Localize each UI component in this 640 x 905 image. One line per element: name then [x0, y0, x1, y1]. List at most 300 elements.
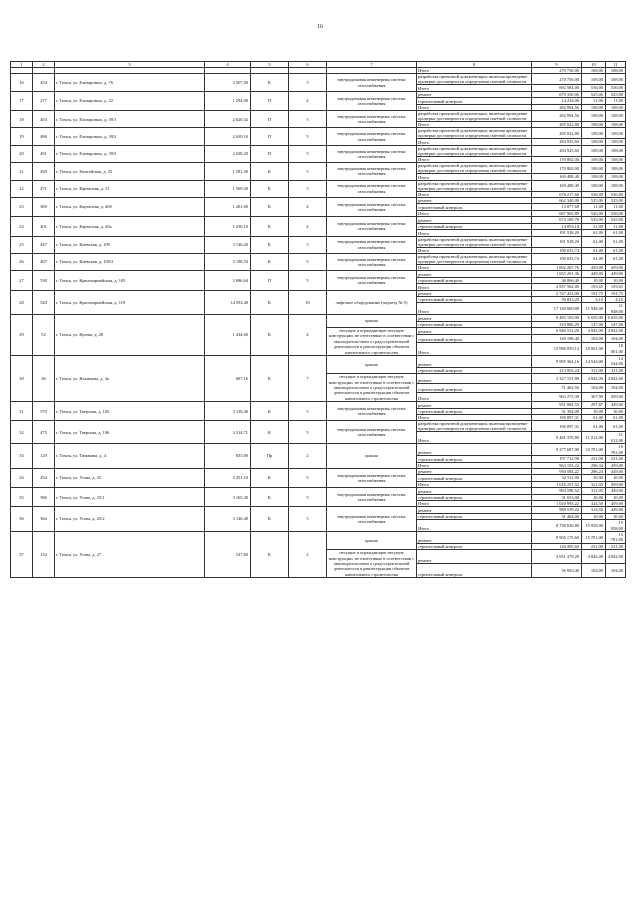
line-unit-cost: 297,87 — [582, 402, 606, 408]
line-unit-cost: 108,00 — [582, 145, 606, 156]
line-unit-cost: 18 001,00 — [582, 342, 606, 355]
line-unit-cost: 10,00 — [582, 513, 606, 519]
line-unit-limit: 61,00 — [606, 247, 626, 253]
work-type: внутридомовая инженерная система газоснабжения — [327, 468, 417, 487]
wall-type: К — [251, 402, 289, 421]
line-unit-limit: 11,00 — [606, 204, 626, 210]
line-unit-cost: 108,00 — [582, 122, 606, 128]
line-unit-limit: 459,00 — [606, 264, 626, 270]
line-label: строительный контроль — [417, 277, 532, 283]
house-id: 491 — [33, 145, 55, 162]
line-label: Итого — [417, 342, 532, 355]
line-total-cost: 17 140 600,80 — [532, 303, 582, 315]
line-total-cost: 15 096 059,14 — [532, 342, 582, 355]
line-unit-limit: 459,00 — [606, 462, 626, 468]
line-unit-limit: 459,00 — [606, 481, 626, 487]
line-unit-cost: 449,00 — [582, 271, 606, 277]
line-unit-cost: 231,00 — [582, 543, 606, 549]
work-type: несущие и ограждающие несущие конструкции, не отнесенные в соответствии с законодательством о градостроительной деятельности к реконструкции объектов капитального строительства — [327, 550, 417, 578]
line-total-cost: 1 655 201,36 — [532, 271, 582, 277]
line-unit-cost: 104,00 — [582, 335, 606, 342]
wall-type: П — [251, 271, 289, 290]
floor-count: 2 — [289, 444, 327, 469]
line-unit-limit: 108,00 — [606, 122, 626, 128]
house-area: 3 251,10 — [205, 468, 251, 487]
row-number: 19 — [11, 128, 33, 145]
line-unit-limit: 108,00 — [606, 111, 626, 122]
work-type: внутридомовая инженерная система газоснабжения — [327, 271, 417, 290]
line-unit-cost: 11,00 — [582, 204, 606, 210]
line-unit-limit: 4,10 — [606, 296, 626, 302]
line-unit-cost: 108,00 — [582, 111, 606, 122]
floor-count: 4 — [289, 91, 327, 110]
line-unit-cost: 11 012,00 — [582, 432, 606, 444]
floor-count: 5 — [289, 111, 327, 128]
floor-count: 5 — [289, 163, 327, 180]
line-label: Итого — [417, 303, 532, 315]
line-total-cost: 196 097,31 — [532, 415, 582, 421]
line-unit-limit: 61,00 — [606, 415, 626, 421]
line-unit-cost: 535,00 — [582, 217, 606, 223]
house-area: 1 434,60 — [205, 315, 251, 356]
house-id: 454 — [33, 468, 55, 487]
line-label: строительный контроль — [417, 383, 532, 392]
floor-count: 10 — [289, 290, 327, 315]
line-unit-cost: 61,00 — [582, 415, 606, 421]
line-unit-limit: 15 781,00 — [606, 531, 626, 543]
line-label: строительный контроль — [417, 367, 532, 373]
line-label: ремонт — [417, 444, 532, 456]
line-total-cost: 963 275,39 — [532, 392, 582, 401]
line-unit-limit: 10,00 — [606, 494, 626, 500]
house-address: г. Томск, ул. Нахимова, д. 4а — [55, 356, 205, 402]
line-unit-limit: 536,00 — [606, 210, 626, 216]
line-total-cost: 56 950,40 — [532, 564, 582, 578]
wall-type: К — [251, 163, 289, 180]
work-type: внутридомовая инженерная система газоснабжения — [327, 198, 417, 217]
wall-type: Пр — [251, 444, 289, 469]
line-total-cost: 3 327 151,88 — [532, 374, 582, 383]
line-total-cost: 36 866,40 — [532, 277, 582, 283]
col-num: 9 — [532, 62, 582, 68]
house-address: г. Томск, ул. Картасная, д. 31 — [55, 180, 205, 197]
floor-count: 5 — [289, 74, 327, 91]
line-unit-limit: 108,00 — [606, 139, 626, 145]
work-type: крыша — [327, 356, 417, 374]
line-unit-limit: 11 012,00 — [606, 432, 626, 444]
line-unit-limit: 108,00 — [606, 128, 626, 139]
line-label: ремонт — [417, 488, 532, 494]
line-unit-limit: 231,00 — [606, 543, 626, 549]
house-area: 1 581,50 — [205, 163, 251, 180]
house-area: 2 639,10 — [205, 128, 251, 145]
line-total-cost: 170 802,00 — [532, 156, 582, 162]
line-unit-cost: 104,00 — [582, 383, 606, 392]
wall-type: К — [251, 531, 289, 577]
line-total-cost: 2 837 562,00 — [532, 284, 582, 290]
table-row — [11, 421, 626, 432]
floor-count: 5 — [289, 488, 327, 507]
line-unit-cost: 314,50 — [582, 507, 606, 513]
house-address: г. Томск, ул. Тверская, д. 106 — [55, 421, 205, 444]
wall-type: К — [251, 198, 289, 217]
house-id: 454 — [33, 74, 55, 91]
col-num: 1 — [11, 62, 33, 68]
wall-type: К — [251, 180, 289, 197]
table-body — [11, 62, 626, 578]
house-id: 475 — [33, 421, 55, 444]
floor-count: 2 — [289, 531, 327, 577]
line-label: Итого — [417, 191, 532, 197]
line-unit-limit: 61,00 — [606, 236, 626, 247]
line-unit-cost: 61,00 — [582, 247, 606, 253]
line-label: Итого — [417, 520, 532, 532]
line-unit-cost: 10,00 — [582, 475, 606, 481]
line-total-cost: 59 833,20 — [532, 296, 582, 302]
row-number: 30 — [11, 356, 33, 402]
line-unit-cost: 108,00 — [582, 163, 606, 174]
wall-type: К — [251, 315, 289, 356]
line-unit-cost: 4 842,00 — [582, 550, 606, 564]
line-unit-limit: 15 958,00 — [606, 520, 626, 532]
line-unit-limit: 108,00 — [606, 68, 626, 74]
line-unit-limit: 449,00 — [606, 488, 626, 494]
line-unit-limit: 104,00 — [606, 564, 626, 578]
line-total-cost: 282 994,56 — [532, 104, 582, 110]
line-unit-limit: 449,00 — [606, 507, 626, 513]
col-num: 2 — [33, 62, 55, 68]
line-label: ремонт — [417, 271, 532, 277]
house-id: 487 — [33, 253, 55, 270]
house-address: г. Томск, ул. Тимакова, д. 4 — [55, 444, 205, 469]
wall-type: П — [251, 91, 289, 110]
row-number: 33 — [11, 444, 33, 469]
house-id: 369 — [33, 198, 55, 217]
house-id: 52 — [33, 315, 55, 356]
work-type: внутридомовая инженерная система газоснабжения — [327, 128, 417, 145]
line-total-cost: 126 495,60 — [532, 543, 582, 549]
line-total-cost: 190 633,74 — [532, 253, 582, 264]
line-label: ремонт — [417, 356, 532, 368]
line-label: Итого — [417, 415, 532, 421]
work-type: внутридомовая инженерная система газоснабжения — [327, 507, 417, 532]
house-id: 486 — [33, 128, 55, 145]
line-label: ремонт — [417, 198, 532, 204]
line-unit-cost: 11 948,00 — [582, 303, 606, 315]
work-type: внутридомовая инженерная система газоснабжения — [327, 163, 417, 180]
house-address: г. Томск, ул. Усова, д. 25 — [55, 468, 205, 487]
table-row — [11, 531, 626, 543]
line-unit-limit: 459,00 — [606, 392, 626, 401]
work-type: внутридомовая инженерная система газоснабжения — [327, 253, 417, 270]
line-label: разработка проектной документации, включая проведение проверки достоверности определения сметной стоимости — [417, 74, 532, 85]
line-label: Итого — [417, 462, 532, 468]
col-num: 11 — [606, 62, 626, 68]
col-num: 8 — [417, 62, 532, 68]
house-address: г. Томск, ул. Киевская, д. 109 — [55, 236, 205, 253]
line-label: строительный контроль — [417, 408, 532, 414]
line-total-cost: 930 584,22 — [532, 468, 582, 474]
house-area: 3 146,40 — [205, 507, 251, 532]
line-unit-cost: 14 544,00 — [582, 356, 606, 368]
line-unit-cost: 15 958,00 — [582, 520, 606, 532]
line-label: строительный контроль — [417, 456, 532, 462]
floor-count: 5 — [289, 253, 327, 270]
line-unit-limit: 18 001,00 — [606, 342, 626, 355]
line-unit-cost: 108,00 — [582, 128, 606, 139]
row-number: 26 — [11, 253, 33, 270]
line-unit-cost: 61,00 — [582, 230, 606, 236]
line-label: разработка проектной документации, включая проведение проверки достоверности определения сметной стоимости — [417, 253, 532, 264]
line-unit-cost: 108,00 — [582, 74, 606, 85]
line-unit-cost: 108,00 — [582, 139, 606, 145]
repair-program-table — [10, 61, 626, 578]
house-area: 2 620,32 — [205, 111, 251, 128]
col-num: 6 — [289, 62, 327, 68]
col-num: 10 — [582, 62, 606, 68]
table-row — [11, 128, 626, 139]
line-total-cost: 1 692 267,76 — [532, 264, 582, 270]
line-total-cost: 270 756,00 — [532, 68, 582, 74]
house-id: 36 — [33, 356, 55, 402]
house-id: 490 — [33, 163, 55, 180]
line-unit-cost: 536,00 — [582, 191, 606, 197]
house-address: г. Томск, ул. Киевская, д. 109/2 — [55, 253, 205, 270]
line-label: строительный контроль — [417, 475, 532, 481]
house-area: 1 250,10 — [205, 217, 251, 236]
line-label: ремонт — [417, 374, 532, 383]
line-unit-limit: 108,00 — [606, 180, 626, 191]
line-total-cost: 9 485 103,00 — [532, 315, 582, 321]
wall-type: П — [251, 145, 289, 162]
line-unit-cost: 11,00 — [582, 223, 606, 229]
line-unit-limit: 10 781,00 — [606, 444, 626, 456]
line-total-cost: 191 918,20 — [532, 230, 582, 236]
line-unit-limit: 191,75 — [606, 290, 626, 296]
line-label: Итого — [417, 104, 532, 110]
line-unit-cost: 10,00 — [582, 494, 606, 500]
line-label: Итого — [417, 68, 532, 74]
house-address: г. Томск, ул. Красноармейская, д. 105 — [55, 271, 205, 290]
line-label: Итого — [417, 247, 532, 253]
work-type: несущие и ограждающие несущие конструкции, не отнесенные в соответствии с законодательством о градостроительной деятельности к реконструкции объектов капитального строительства — [327, 374, 417, 402]
line-unit-cost: 108,00 — [582, 180, 606, 191]
wall-type: К — [251, 468, 289, 487]
house-id: 530 — [33, 271, 55, 290]
table-row — [11, 163, 626, 174]
line-label: строительный контроль — [417, 223, 532, 229]
line-unit-limit: 11 948,00 — [606, 303, 626, 315]
line-unit-limit: 10,00 — [606, 513, 626, 519]
line-total-cost: 270 756,00 — [532, 74, 582, 85]
house-area: 3 214,71 — [205, 421, 251, 444]
line-unit-limit: 11,00 — [606, 223, 626, 229]
wall-type: К — [251, 253, 289, 270]
table-row — [11, 74, 626, 85]
line-total-cost: 8 758 630,80 — [532, 520, 582, 532]
line-unit-limit: 10,00 — [606, 408, 626, 414]
line-total-cost: 149 198,40 — [532, 335, 582, 342]
line-unit-limit: 14 544,00 — [606, 356, 626, 368]
line-total-cost: 169 488,40 — [532, 174, 582, 180]
line-total-cost: 14 853,10 — [532, 223, 582, 229]
line-label: Итого — [417, 481, 532, 487]
house-address: г. Томск, ул. Елизаровых, д. 76 — [55, 74, 205, 91]
house-address: г. Томск, ул. Енисейская, д. 25 — [55, 163, 205, 180]
line-unit-cost: 104,00 — [582, 564, 606, 578]
line-total-cost: 676 217,60 — [532, 191, 582, 197]
line-unit-cost: 10,00 — [582, 408, 606, 414]
line-total-cost: 673 109,79 — [532, 217, 582, 223]
wall-type: П — [251, 128, 289, 145]
line-unit-limit: 147,00 — [606, 321, 626, 327]
line-unit-cost: 61,00 — [582, 421, 606, 432]
line-unit-limit: 536,00 — [606, 191, 626, 197]
floor-count: 5 — [289, 421, 327, 444]
table-row — [11, 180, 626, 191]
line-total-cost: 213 903,24 — [532, 367, 582, 373]
line-total-cost: 2 651 479,20 — [532, 550, 582, 564]
house-id: 570 — [33, 402, 55, 421]
line-total-cost: 71 462,56 — [532, 383, 582, 392]
work-type: внутридомовая инженерная система газоснабжения — [327, 217, 417, 236]
line-unit-cost: 4,10 — [582, 296, 606, 302]
house-id: 401 — [33, 217, 55, 236]
line-total-cost: 984 598,52 — [532, 488, 582, 494]
wall-type: К — [251, 421, 289, 444]
row-number: 36 — [11, 507, 33, 532]
row-number: 18 — [11, 111, 33, 128]
row-number: 27 — [11, 271, 33, 290]
house-area: 3 686,64 — [205, 271, 251, 290]
line-unit-limit: 6 655,00 — [606, 315, 626, 321]
line-unit-limit: 108,00 — [606, 74, 626, 85]
row-number: 28 — [11, 290, 33, 315]
work-type: внутридомовая инженерная система газоснабжения — [327, 180, 417, 197]
row-number: 35 — [11, 488, 33, 507]
line-unit-cost: 311,00 — [582, 367, 606, 373]
line-total-cost: 31 394,00 — [532, 408, 582, 414]
line-unit-limit: 459,00 — [606, 500, 626, 506]
floor-count: 4 — [289, 198, 327, 217]
line-unit-limit: 108,00 — [606, 145, 626, 156]
work-type: внутридомовая инженерная система газоснабжения — [327, 145, 417, 162]
line-label: Итого — [417, 284, 532, 290]
house-address: г. Томск, ул. Усова, д. 25/1 — [55, 488, 205, 507]
line-unit-limit: 4 842,00 — [606, 550, 626, 564]
line-label: разработка проектной документации, включая проведение проверки достоверности определения сметной стоимости — [417, 145, 532, 156]
line-unit-cost: 147,00 — [582, 321, 606, 327]
line-unit-limit: 61,00 — [606, 253, 626, 264]
line-label: Итого — [417, 500, 532, 506]
floor-count: 5 — [289, 145, 327, 162]
house-id: 277 — [33, 91, 55, 110]
line-unit-cost: 286,24 — [582, 468, 606, 474]
row-number: 17 — [11, 91, 33, 110]
line-total-cost: 197 712,90 — [532, 456, 582, 462]
line-unit-limit: 104,00 — [606, 335, 626, 342]
line-label: разработка проектной документации, включая проведение проверки достоверности определения сметной стоимости — [417, 111, 532, 122]
work-type: внутридомовая инженерная система газоснабжения — [327, 402, 417, 421]
wall-type: К — [251, 356, 289, 402]
line-total-cost: 687 965,89 — [532, 210, 582, 216]
line-unit-cost: 307,90 — [582, 392, 606, 401]
line-label: разработка проектной документации, включая проведение проверки достоверности определения сметной стоимости — [417, 128, 532, 139]
line-unit-cost: 536,00 — [582, 85, 606, 91]
row-number: 21 — [11, 163, 33, 180]
row-number: 32 — [11, 421, 33, 444]
line-unit-cost: 108,00 — [582, 68, 606, 74]
line-total-cost: 284 925,60 — [532, 145, 582, 156]
house-address: г. Томск, ул. Елизаровых, д. 39/1 — [55, 111, 205, 128]
line-unit-limit: 449,00 — [606, 271, 626, 277]
line-unit-cost: 6 655,00 — [582, 315, 606, 321]
line-total-cost: 963 103,22 — [532, 462, 582, 468]
line-label: строительный контроль — [417, 564, 532, 578]
line-unit-cost: 10 781,00 — [582, 444, 606, 456]
wall-type: К — [251, 290, 289, 315]
floor-count: 5 — [289, 468, 327, 487]
work-type: внутридомовая инженерная система газоснабжения — [327, 74, 417, 91]
floor-count: 4 — [289, 217, 327, 236]
line-unit-limit: 536,00 — [606, 85, 626, 91]
line-label: Итого — [417, 210, 532, 216]
line-label: строительный контроль — [417, 335, 532, 342]
row-number: 29 — [11, 315, 33, 356]
line-total-cost: 169 488,40 — [532, 180, 582, 191]
line-label: строительный контроль — [417, 204, 532, 210]
work-type: внутридомовая инженерная система газоснабжения — [327, 91, 417, 110]
row-number: 23 — [11, 198, 33, 217]
line-unit-cost: 108,00 — [582, 174, 606, 180]
house-id: 129 — [33, 444, 55, 469]
row-number: 25 — [11, 236, 33, 253]
line-total-cost: 9 277 687,90 — [532, 444, 582, 456]
table-row — [11, 236, 626, 247]
line-unit-cost: 546,00 — [582, 210, 606, 216]
line-total-cost: 210 886,29 — [532, 321, 582, 327]
house-address: г. Томск, ул. Елизаровых, д. 39/3 — [55, 145, 205, 162]
line-label: Итого — [417, 156, 532, 162]
line-label: ремонт — [417, 550, 532, 564]
table-row — [11, 111, 626, 122]
work-type: внутридомовая инженерная система газоснабжения — [327, 111, 417, 128]
line-total-cost: 285 022,80 — [532, 128, 582, 139]
page-number: 16 — [317, 24, 323, 30]
line-unit-limit: 104,00 — [606, 383, 626, 392]
row-number: 16 — [11, 74, 33, 91]
line-label: Итого — [417, 85, 532, 91]
line-label: строительный контроль — [417, 494, 532, 500]
line-label: разработка проектной документации, включая проведение проверки достоверности определения сметной стоимости — [417, 180, 532, 191]
floor-count: 7 — [289, 356, 327, 402]
line-label: Итого — [417, 139, 532, 145]
line-unit-limit: 525,00 — [606, 91, 626, 97]
wall-type: П — [251, 111, 289, 128]
house-area: 687,16 — [205, 356, 251, 402]
line-unit-limit: 449,00 — [606, 402, 626, 408]
house-area: 3 190,54 — [205, 253, 251, 270]
table-row — [11, 356, 626, 368]
line-unit-cost: 231,00 — [582, 456, 606, 462]
work-type: несущие и ограждающие несущие конструкции, не отнесенные в соответствии с законодательством о градостроительной деятельности к реконструкции объектов капитального строительства — [327, 327, 417, 355]
line-unit-limit: 525,00 — [606, 217, 626, 223]
line-label: ремонт — [417, 402, 532, 408]
line-unit-cost: 321,05 — [582, 481, 606, 487]
wall-type: К — [251, 507, 289, 532]
house-id: 471 — [33, 180, 55, 197]
line-label: разработка проектной документации, включая проведение проверки достоверности определения сметной стоимости — [417, 421, 532, 432]
